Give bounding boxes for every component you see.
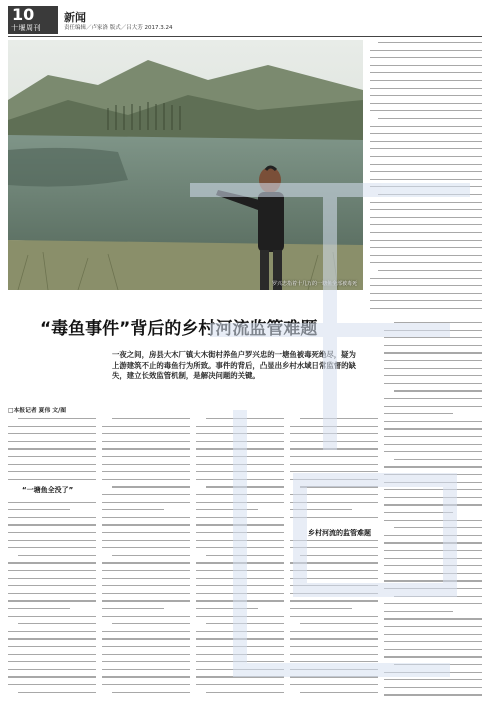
text-line xyxy=(370,133,482,134)
text-line xyxy=(290,593,378,594)
text-line xyxy=(102,426,190,427)
body-column-2 xyxy=(102,416,190,698)
text-line xyxy=(196,608,258,609)
text-line xyxy=(384,360,482,361)
text-line xyxy=(384,580,482,581)
text-line xyxy=(102,570,190,571)
text-line xyxy=(290,646,378,647)
text-line xyxy=(196,669,284,670)
text-line xyxy=(8,479,96,480)
text-line xyxy=(290,616,378,617)
text-line xyxy=(8,562,96,563)
text-line xyxy=(196,517,284,518)
text-line xyxy=(394,527,482,528)
text-line xyxy=(384,558,482,559)
text-line xyxy=(102,593,190,594)
text-line xyxy=(384,542,482,543)
text-line xyxy=(384,618,482,619)
text-line xyxy=(196,600,284,601)
page-number-box xyxy=(8,6,58,34)
text-line xyxy=(206,623,284,624)
text-line xyxy=(370,278,482,279)
text-line xyxy=(8,593,96,594)
text-line xyxy=(102,502,190,503)
body-column-1 xyxy=(8,416,96,698)
text-line xyxy=(370,308,482,309)
text-line xyxy=(290,600,378,601)
right-column-text xyxy=(370,40,482,320)
text-line xyxy=(196,441,284,442)
text-line xyxy=(102,471,190,472)
text-line xyxy=(384,489,482,490)
text-line xyxy=(378,118,482,119)
text-line xyxy=(290,509,352,510)
text-line xyxy=(290,464,378,465)
text-line xyxy=(384,634,482,635)
text-line xyxy=(196,448,284,449)
header-rule xyxy=(8,36,482,37)
text-line xyxy=(196,456,284,457)
text-line xyxy=(102,661,190,662)
text-line xyxy=(8,456,96,457)
text-line xyxy=(290,456,378,457)
text-line xyxy=(394,596,482,597)
text-line xyxy=(300,692,378,693)
text-line xyxy=(300,418,378,419)
news-photo xyxy=(8,40,363,290)
text-line xyxy=(394,664,482,665)
text-line xyxy=(102,524,190,525)
text-line xyxy=(196,562,284,563)
text-line xyxy=(102,464,190,465)
text-line xyxy=(378,42,482,43)
text-line xyxy=(384,573,482,574)
text-line xyxy=(196,616,284,617)
text-line xyxy=(8,616,96,617)
text-line xyxy=(384,520,482,521)
text-line xyxy=(370,72,482,73)
text-line xyxy=(8,669,96,670)
text-line xyxy=(196,638,284,639)
text-line xyxy=(384,436,482,437)
text-line xyxy=(384,444,482,445)
text-line xyxy=(102,684,190,685)
body-column-5 xyxy=(384,320,482,698)
text-line xyxy=(384,641,482,642)
text-line xyxy=(18,623,96,624)
text-line xyxy=(112,692,190,693)
text-line xyxy=(290,441,378,442)
text-line xyxy=(196,585,284,586)
text-line xyxy=(384,504,482,505)
text-line xyxy=(102,517,190,518)
text-line xyxy=(8,448,96,449)
text-line xyxy=(300,486,378,487)
text-line xyxy=(384,451,482,452)
text-line xyxy=(378,194,482,195)
text-line xyxy=(8,433,96,434)
text-line xyxy=(196,509,258,510)
text-line xyxy=(290,676,378,677)
text-line xyxy=(370,57,482,58)
text-line xyxy=(384,368,482,369)
text-line xyxy=(8,532,96,533)
text-line xyxy=(102,608,164,609)
text-line xyxy=(196,654,284,655)
text-line xyxy=(102,638,190,639)
text-line xyxy=(196,547,284,548)
text-line xyxy=(290,448,378,449)
text-line xyxy=(370,247,482,248)
text-line xyxy=(102,654,190,655)
text-line xyxy=(8,441,96,442)
text-line xyxy=(370,95,482,96)
text-line xyxy=(206,418,284,419)
text-line xyxy=(290,661,378,662)
text-line xyxy=(290,638,378,639)
text-line xyxy=(18,418,96,419)
text-line xyxy=(196,646,284,647)
text-line xyxy=(384,383,482,384)
text-line xyxy=(370,103,482,104)
text-line xyxy=(196,524,284,525)
text-line xyxy=(370,50,482,51)
text-line xyxy=(394,390,482,391)
text-line xyxy=(8,646,96,647)
text-line xyxy=(370,217,482,218)
text-line xyxy=(206,692,284,693)
text-line xyxy=(290,608,352,609)
text-line xyxy=(370,141,482,142)
text-line xyxy=(206,486,284,487)
text-line xyxy=(370,148,482,149)
text-line xyxy=(196,631,284,632)
text-line xyxy=(290,654,378,655)
text-line xyxy=(370,300,482,301)
text-line xyxy=(196,532,284,533)
text-line xyxy=(112,623,190,624)
body-column-4 xyxy=(290,416,378,698)
text-line xyxy=(196,479,284,480)
text-line xyxy=(384,345,482,346)
text-line xyxy=(102,441,190,442)
text-line xyxy=(370,88,482,89)
text-line xyxy=(112,486,190,487)
text-line xyxy=(8,524,96,525)
text-line xyxy=(290,570,378,571)
text-line xyxy=(370,262,482,263)
text-line xyxy=(370,126,482,127)
text-line xyxy=(384,535,482,536)
text-line xyxy=(378,270,482,271)
text-line xyxy=(290,433,378,434)
text-line xyxy=(384,565,482,566)
text-line xyxy=(290,479,378,480)
text-line xyxy=(102,616,190,617)
text-line xyxy=(370,240,482,241)
text-line xyxy=(102,547,190,548)
text-line xyxy=(370,255,482,256)
text-line xyxy=(206,555,284,556)
text-line xyxy=(196,471,284,472)
text-line xyxy=(394,322,482,323)
text-line xyxy=(290,669,378,670)
text-line xyxy=(102,600,190,601)
text-line xyxy=(290,517,378,518)
text-line xyxy=(384,375,482,376)
text-line xyxy=(8,676,96,677)
text-line xyxy=(384,512,453,513)
text-line xyxy=(290,631,378,632)
text-line xyxy=(102,585,190,586)
text-line xyxy=(290,562,378,563)
text-line xyxy=(8,585,96,586)
text-line xyxy=(8,509,70,510)
text-line xyxy=(196,684,284,685)
text-line xyxy=(102,578,190,579)
text-line xyxy=(370,202,482,203)
text-line xyxy=(8,578,96,579)
text-line xyxy=(370,80,482,81)
text-line xyxy=(8,631,96,632)
text-line xyxy=(384,694,482,695)
text-line xyxy=(370,110,482,111)
text-line xyxy=(8,600,96,601)
text-line xyxy=(8,570,96,571)
text-line xyxy=(290,540,378,541)
text-line xyxy=(384,588,482,589)
text-line xyxy=(384,550,482,551)
text-line xyxy=(370,179,482,180)
text-line xyxy=(290,585,378,586)
photo-caption: 罗兴忠指着十几万的一塘鱼全部被毒死 xyxy=(271,281,357,287)
text-line xyxy=(196,433,284,434)
text-line xyxy=(8,684,96,685)
text-line xyxy=(384,352,482,353)
text-line xyxy=(370,186,482,187)
text-line xyxy=(384,672,482,673)
page-header xyxy=(8,6,482,34)
text-line xyxy=(384,603,482,604)
text-line xyxy=(8,464,96,465)
text-line xyxy=(290,547,378,548)
text-line xyxy=(196,540,284,541)
text-line xyxy=(102,448,190,449)
text-line xyxy=(384,428,482,429)
text-line xyxy=(102,540,190,541)
text-line xyxy=(370,285,482,286)
text-line xyxy=(8,471,96,472)
text-line xyxy=(8,502,96,503)
text-line xyxy=(370,293,482,294)
text-line xyxy=(112,555,190,556)
text-line xyxy=(112,418,190,419)
article-headline: “毒鱼事件”背后的乡村河流监管难题 xyxy=(40,319,318,339)
text-line xyxy=(102,562,190,563)
text-line xyxy=(102,456,190,457)
text-line xyxy=(102,669,190,670)
article-lead: 一夜之间，房县大木厂镇大木街村养鱼户罗兴忠的一塘鱼被毒死绝尽，疑为上游建筑不止的毒鱼行为所致。事件的背后，凸显出乡村水域日常监督的缺失，建立长效监管机制，是解决问题的关键。 xyxy=(112,350,356,381)
text-line xyxy=(290,471,378,472)
text-line xyxy=(18,692,96,693)
text-line xyxy=(384,330,482,331)
text-line xyxy=(8,638,96,639)
text-line xyxy=(384,497,482,498)
text-line xyxy=(8,661,96,662)
text-line xyxy=(370,232,482,233)
text-line xyxy=(196,570,284,571)
text-line xyxy=(384,421,482,422)
text-line xyxy=(394,459,482,460)
text-line xyxy=(370,156,482,157)
article-byline: □本报记者 夏伟 文/图 xyxy=(8,408,67,414)
text-line xyxy=(196,494,284,495)
text-line xyxy=(196,661,284,662)
text-line xyxy=(102,676,190,677)
text-line xyxy=(384,626,482,627)
text-line xyxy=(384,474,482,475)
text-line xyxy=(290,502,378,503)
text-line xyxy=(102,646,190,647)
text-line xyxy=(384,679,482,680)
text-line xyxy=(384,398,482,399)
text-line xyxy=(290,494,378,495)
text-line xyxy=(102,631,190,632)
text-line xyxy=(196,593,284,594)
text-line xyxy=(290,578,378,579)
page-number: 10 xyxy=(12,5,35,24)
photo-illustration xyxy=(8,40,363,290)
text-line xyxy=(384,406,482,407)
text-line xyxy=(102,532,190,533)
text-line xyxy=(384,656,482,657)
text-line xyxy=(196,578,284,579)
text-line xyxy=(370,65,482,66)
text-line xyxy=(102,509,164,510)
text-line xyxy=(8,426,96,427)
text-line xyxy=(196,426,284,427)
text-line xyxy=(370,164,482,165)
text-line xyxy=(300,555,378,556)
text-line xyxy=(384,649,482,650)
text-line xyxy=(384,687,482,688)
body-column-3 xyxy=(196,416,284,698)
text-line xyxy=(102,433,190,434)
text-line xyxy=(8,517,96,518)
text-line xyxy=(300,623,378,624)
text-line xyxy=(196,464,284,465)
text-line xyxy=(384,337,482,338)
subhead-2: 乡村河流的监管难题 xyxy=(308,529,371,537)
text-line xyxy=(18,555,96,556)
text-line xyxy=(196,676,284,677)
text-line xyxy=(384,413,453,414)
subhead-1: “一塘鱼全没了” xyxy=(22,486,74,494)
text-line xyxy=(370,224,482,225)
section-title: 新闻 xyxy=(64,11,86,24)
text-line xyxy=(8,654,96,655)
text-line xyxy=(370,171,482,172)
text-line xyxy=(8,608,70,609)
text-line xyxy=(384,611,453,612)
text-line xyxy=(102,494,190,495)
text-line xyxy=(384,466,482,467)
section-meta: 责任编辑／卢家洛 版式／吕大芳 2017.3.24 xyxy=(64,25,173,31)
text-line xyxy=(196,502,284,503)
text-line xyxy=(290,684,378,685)
text-line xyxy=(384,482,482,483)
text-line xyxy=(370,209,482,210)
text-line xyxy=(8,547,96,548)
text-line xyxy=(8,540,96,541)
text-line xyxy=(102,479,190,480)
text-line xyxy=(290,426,378,427)
paper-name: 十堰周刊 xyxy=(11,24,41,32)
